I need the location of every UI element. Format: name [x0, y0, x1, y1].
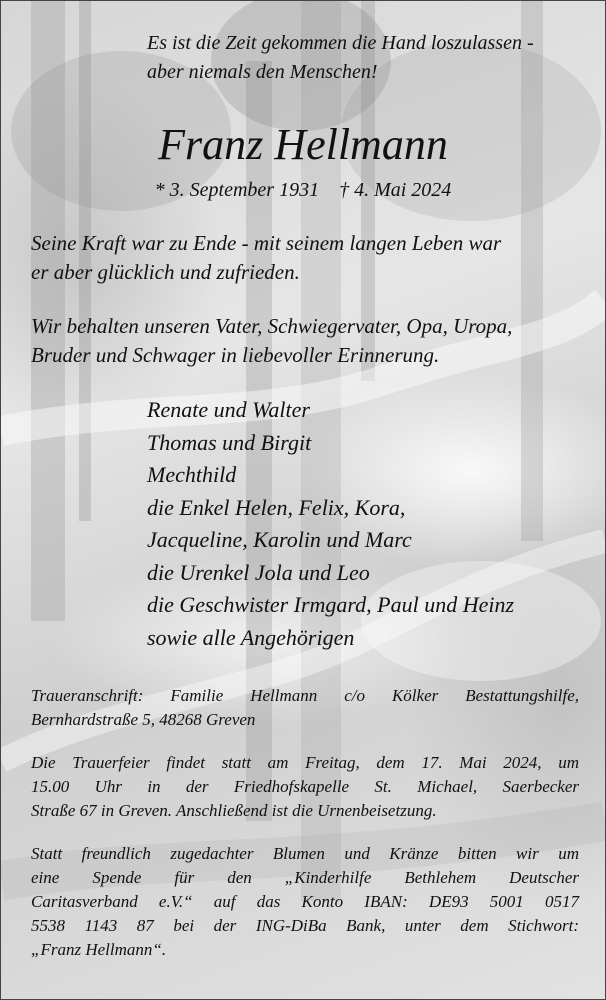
donation-line: Caritasverband e.V.“ auf das Konto IBAN: DE93 5001 0517: [31, 892, 579, 911]
mourner-entry: Thomas und Birgit: [147, 429, 312, 455]
remembrance-line: Bruder und Schwager in liebevoller Erinnerung.: [31, 343, 440, 367]
mourner-entry: Mechthild: [147, 462, 237, 487]
mourners-list: [147, 394, 514, 654]
birth-date: * 3. September 1931: [154, 179, 320, 201]
mourner-entry: die Enkel Helen, Felix, Kora,: [147, 494, 406, 520]
mourner-entry: die Geschwister Irmgard, Paul und Heinz: [147, 592, 515, 617]
service-line: 15.00 Uhr in der Friedhofskapelle St. Michael, Saerbecker: [31, 777, 579, 796]
tribute-line: Seine Kraft war zu Ende - mit seinem langen Leben war: [31, 231, 502, 255]
motto-line: Es ist die Zeit gekommen die Hand loszulassen -: [147, 32, 534, 54]
donation-line: eine Spende für den „Kinderhilfe Bethlehem Deutscher: [31, 868, 579, 887]
donation-line: „Franz Hellmann“.: [31, 940, 167, 959]
mourner-entry: die Urenkel Jola und Leo: [147, 559, 370, 585]
motto-line: aber niemals den Menschen!: [147, 61, 378, 83]
service-line: Die Trauerfeier findet statt am Freitag, dem 17. Mai 2024, um: [31, 753, 579, 772]
service-line: Straße 67 in Greven. Anschließend ist die Urnenbeisetzung.: [31, 801, 437, 820]
mourning-address: [31, 684, 579, 732]
mourner-entry: sowie alle Angehörigen: [147, 624, 355, 650]
death-date: † 4. Mai 2024: [339, 179, 452, 201]
remembrance-paragraph: [31, 312, 512, 370]
tribute-paragraph: [31, 229, 501, 287]
tribute-line: er aber glücklich und zufrieden.: [31, 260, 300, 284]
address-line: Bernhardstraße 5, 48268 Greven: [31, 710, 256, 729]
address-line: Traueranschrift: Familie Hellmann c/o Kölker Bestattungshilfe,: [31, 686, 579, 705]
life-dates: [1, 177, 605, 203]
funeral-service-info: [31, 751, 579, 823]
motto: [147, 29, 534, 87]
remembrance-line: Wir behalten unseren Vater, Schwiegervater, Opa, Uropa,: [31, 314, 513, 338]
donation-request: [31, 842, 579, 962]
deceased-name: Franz Hellmann: [158, 120, 448, 169]
mourner-entry: Renate und Walter: [147, 397, 310, 422]
mourner-entry: Jacqueline, Karolin und Marc: [147, 527, 412, 552]
donation-line: 5538 1143 87 bei der ING-DiBa Bank, unter dem Stichwort:: [31, 916, 579, 935]
donation-line: Statt freundlich zugedachter Blumen und Kränze bitten wir um: [31, 844, 579, 863]
